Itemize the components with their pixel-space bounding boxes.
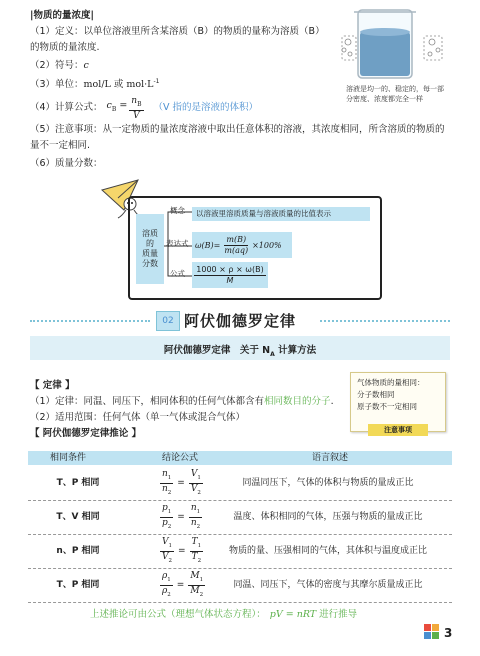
- section-number-badge: 02: [156, 311, 180, 331]
- section-heading: 阿伏伽德罗定律: [184, 312, 297, 330]
- table-header-description: 语言叙述: [311, 453, 348, 463]
- formula-note: （V 指的是溶液的体积）: [153, 102, 259, 114]
- symbol-line: [30, 60, 89, 72]
- unit-superscript: -1: [153, 78, 160, 85]
- symbol-value: c: [83, 60, 89, 71]
- table-header-formula: 结论公式: [161, 453, 198, 463]
- concept-text: 以溶液里溶质质量与溶液质量的比值表示: [192, 207, 370, 221]
- unit-value: mol/L 或 mol·L: [83, 79, 154, 91]
- beaker-note: 溶液是均一的、稳定的，每一部 分密度、浓度都完全一样: [346, 85, 444, 103]
- law-header: 【 定律 】: [30, 380, 75, 391]
- row-condition: T、P 相同: [56, 580, 100, 590]
- sticky-note-tag: 注意事项: [368, 424, 428, 436]
- dotted-rule-left: [30, 320, 150, 322]
- label-formula: 公式: [170, 269, 185, 278]
- row-description: 物质的量、压强相同的气体，其体积与温度成正比: [228, 546, 427, 556]
- label-expression: 表达式: [166, 239, 189, 248]
- row-formula: $\frac{\rho_1}{\rho_2}$ = $\frac{M_1}{M_2}$: [162, 571, 204, 598]
- formula-line: [30, 96, 258, 121]
- inference-header: 【 阿伏伽德罗定律推论 】: [30, 428, 142, 439]
- row-condition: T、P 相同: [56, 478, 100, 488]
- label-concept: 概念: [170, 206, 185, 215]
- footer-note: 上述推论可由公式（理想气体状态方程）： pV = nRT 进行推导: [90, 609, 358, 620]
- note-line-2: 量不一定相同.: [30, 140, 91, 151]
- row-formula: $\frac{n_1}{n_2}$ = $\frac{V_1}{V_2}$: [162, 469, 201, 496]
- beaker-illustration: [340, 4, 470, 84]
- table-header-condition: 相同条件: [49, 453, 86, 463]
- unit-line: [30, 76, 159, 91]
- row-formula: $\frac{V_1}{V_2}$ = $\frac{T_1}{T_2}$: [162, 537, 202, 564]
- section-banner-text: 阿伏伽德罗定律 关于 $N_A$ 计算方法: [163, 345, 317, 358]
- unit-label: （3）单位：: [30, 79, 84, 91]
- symbol-label: （2）符号：: [30, 60, 84, 71]
- formula-label: （4）计算公式：: [30, 102, 103, 114]
- formula-lhs: $c_B$ =: [106, 100, 128, 114]
- section-title: |物质的量浓度|: [30, 10, 94, 21]
- row-description: 同温同压下，气体的体积与物质的量成正比: [242, 478, 414, 488]
- definition-line-2: 的物质的量浓度.: [30, 42, 100, 53]
- formula-box: $\frac{1000 \times \rho \times \omega(B)}{M}$: [192, 262, 268, 288]
- dotted-rule-right: [320, 320, 450, 322]
- note-line-1: （5）注意事项：从一定物质的量浓度溶液中取出任意体积的溶液，其浓度相同，所含溶质的物质的: [30, 124, 445, 135]
- mass-fraction-label: （6）质量分数：: [30, 158, 103, 169]
- law-line-2: （2）适用范围：任何气体（单一气体或混合气体）: [30, 412, 246, 423]
- row-formula: $\frac{p_1}{p_2}$ = $\frac{n_1}{n_2}$: [162, 503, 201, 530]
- mindmap-center: 溶质 的 质量 分数: [136, 214, 164, 284]
- row-condition: n、P 相同: [56, 546, 100, 556]
- row-divider: [28, 602, 452, 603]
- row-condition: T、V 相同: [56, 512, 100, 522]
- page-number: 3: [444, 626, 453, 640]
- table-row: [28, 466, 452, 500]
- page-logo-icon: [424, 624, 440, 642]
- row-description: 温度、体积相同的气体，压强与物质的量成正比: [233, 512, 423, 522]
- table-row: [28, 500, 452, 534]
- definition-line-1: （1）定义：以单位溶液里所含某溶质（B）的物质的量称为溶质（B）: [30, 26, 325, 37]
- expression-box: ω(B)= $\frac{m(B)}{m(aq)}$ ×100%: [192, 232, 292, 258]
- table-row: [28, 568, 452, 602]
- table-row: [28, 534, 452, 568]
- ideal-gas-equation: pV = nRT: [269, 609, 317, 620]
- sticky-note: 气体物质的量相同： 分子数相同 原子数不一定相同: [350, 372, 446, 432]
- law-line-1: （1）定律：同温、同压下，相同体积的任何气体都含有相同数目的分子.: [30, 396, 334, 407]
- formula-fraction: $\frac{n_B}{V}$: [131, 96, 142, 121]
- row-description: 同温、同压下，气体的密度与其摩尔质量成正比: [233, 580, 423, 590]
- law-highlight: 相同数目的分子: [264, 396, 331, 407]
